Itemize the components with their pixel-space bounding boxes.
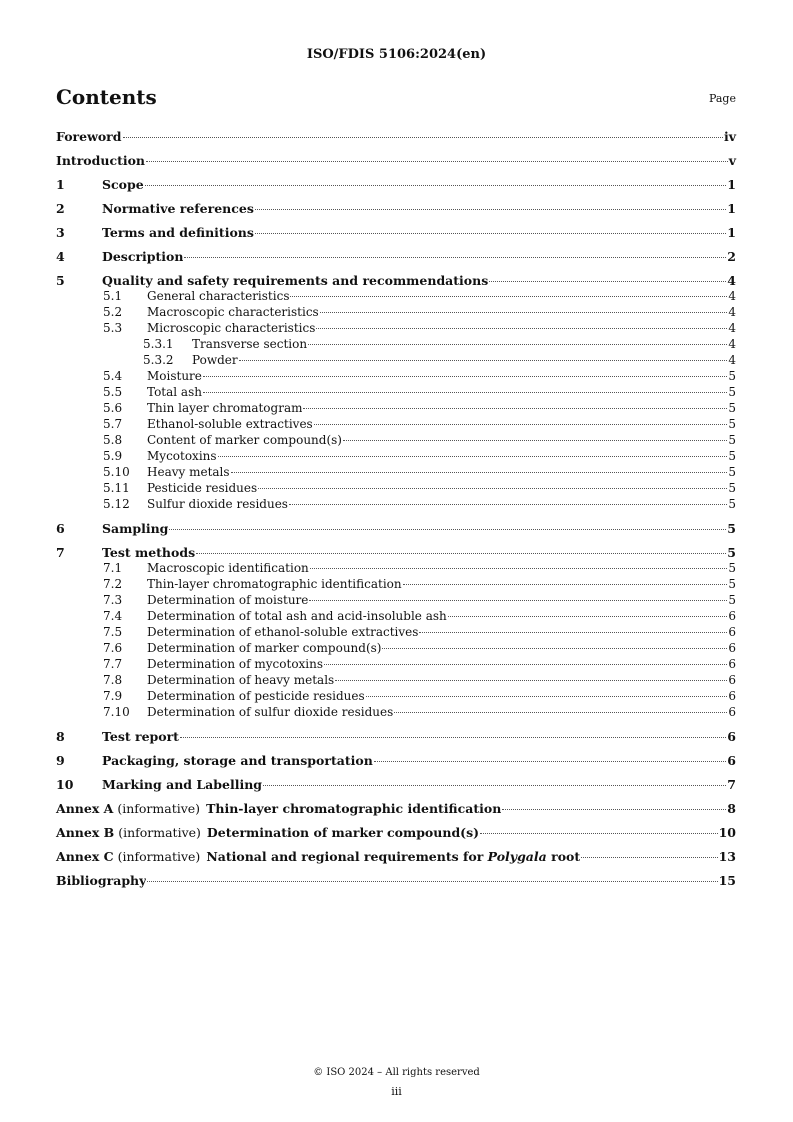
annex-kind: (informative) (117, 801, 201, 816)
toc-entry[interactable] (56, 673, 736, 689)
dot-leader (145, 185, 727, 186)
dot-leader (146, 161, 728, 162)
toc-entry-title: Terms and definitions (102, 225, 254, 240)
toc-entry-title: Introduction (56, 153, 146, 168)
dot-leader (196, 553, 726, 554)
toc-entry-number: 1 (56, 177, 65, 192)
toc-entry-page: 6 (728, 705, 736, 719)
toc-entry-title: Sampling (102, 521, 169, 536)
dot-leader (419, 632, 727, 633)
toc-entry-page: 5 (728, 465, 736, 479)
toc-entry[interactable] (56, 337, 736, 353)
toc-entry[interactable] (56, 801, 736, 817)
toc-entry[interactable] (56, 465, 736, 481)
toc-entry[interactable] (56, 497, 736, 513)
dot-leader (403, 584, 728, 585)
toc-entry[interactable] (56, 625, 736, 641)
toc-entry-title: Moisture (147, 369, 202, 383)
toc-entry-page: 10 (718, 825, 736, 840)
toc-entry-page: 1 (727, 225, 736, 240)
toc-entry-number: 5.11 (103, 481, 130, 495)
dot-leader (343, 440, 727, 441)
toc-entry-number: 5.1 (103, 289, 123, 303)
toc-entry-title: Sulfur dioxide residues (147, 497, 288, 511)
toc-entry[interactable] (56, 689, 736, 705)
toc-entry-title: National and regional requirements for Polygala root (206, 849, 581, 864)
dot-leader (263, 785, 726, 786)
toc-entry-number: 10 (56, 777, 74, 792)
dot-leader (324, 664, 727, 665)
toc-entry[interactable] (56, 177, 736, 193)
document-id: ISO/FDIS 5106:2024(en) (306, 47, 487, 62)
toc-entry-page: 5 (728, 449, 736, 463)
toc-entry-page: 4 (728, 305, 736, 319)
toc-entry-page: 5 (727, 545, 736, 560)
toc-entry-number: 7 (56, 545, 65, 560)
toc-entry[interactable] (56, 777, 736, 793)
toc-entry[interactable] (56, 417, 736, 433)
toc-entry[interactable] (56, 849, 736, 865)
copyright-notice: © ISO 2024 – All rights reserved (313, 1067, 480, 1078)
toc-entry-page: 15 (718, 873, 736, 888)
annex-label: Annex C (56, 849, 114, 864)
toc-entry-number: 6 (56, 521, 65, 536)
toc-entry[interactable] (56, 545, 736, 561)
toc-entry[interactable] (56, 641, 736, 657)
toc-entry-title: Determination of heavy metals (147, 673, 335, 687)
toc-entry[interactable] (56, 401, 736, 417)
toc-entry-title: Packaging, storage and transportation (102, 753, 373, 768)
dot-leader (335, 680, 727, 681)
toc-entry[interactable] (56, 273, 736, 289)
toc-entry[interactable] (56, 753, 736, 769)
toc-entry-title: Thin-layer chromatographic identification (147, 577, 402, 591)
toc-entry-number: 9 (56, 753, 65, 768)
toc-entry-page: 4 (728, 289, 736, 303)
dot-leader (489, 281, 726, 282)
toc-entry-page: iv (723, 129, 736, 144)
toc-entry[interactable] (56, 873, 736, 889)
dot-leader (366, 696, 728, 697)
toc-entry-page: 4 (728, 353, 736, 367)
toc-entry-page: 5 (727, 521, 736, 536)
toc-entry-number: 5.10 (103, 465, 130, 479)
dot-leader (314, 424, 728, 425)
dot-leader (239, 360, 728, 361)
toc-entry-title: Quality and safety requirements and recommendations (102, 273, 489, 288)
toc-entry-title: Determination of ethanol-soluble extractives (147, 625, 419, 639)
toc-entry-title: Marking and Labelling (102, 777, 263, 792)
toc-entry-page: 6 (727, 729, 736, 744)
toc-entry-page: 5 (728, 561, 736, 575)
dot-leader (581, 857, 717, 858)
toc-entry-title: Determination of moisture (147, 593, 309, 607)
toc-entry[interactable] (56, 577, 736, 593)
toc-entry-number: 3 (56, 225, 65, 240)
toc-entry-number: 7.4 (103, 609, 123, 623)
toc-entry-page: 5 (728, 433, 736, 447)
annex-kind: (informative) (118, 825, 201, 840)
toc-entry-title: Pesticide residues (147, 481, 258, 495)
page-number: iii (391, 1085, 402, 1098)
toc-entry-number: 7.6 (103, 641, 123, 655)
toc-entry-title: Determination of marker compound(s) (147, 641, 382, 655)
toc-entry-title: Heavy metals (147, 465, 230, 479)
dot-leader (310, 568, 728, 569)
toc-entry-number: 7.8 (103, 673, 123, 687)
dot-leader (448, 616, 728, 617)
toc-entry-title: General characteristics (147, 289, 290, 303)
toc-entry-number: 7.5 (103, 625, 123, 639)
toc-entry-number: 5.6 (103, 401, 123, 415)
toc-entry-title: Content of marker compound(s) (147, 433, 342, 447)
dot-leader (123, 137, 723, 138)
toc-entry[interactable] (56, 385, 736, 401)
toc-entry[interactable] (56, 729, 736, 745)
dot-leader (320, 312, 728, 313)
toc-entry-number: 5.7 (103, 417, 123, 431)
dot-leader (303, 408, 727, 409)
toc-entry-page: 6 (728, 641, 736, 655)
toc-entry-page: 6 (728, 689, 736, 703)
toc-entry[interactable] (56, 289, 736, 305)
toc-entry-number: 5.4 (103, 369, 123, 383)
dot-leader (203, 376, 727, 377)
dot-leader (184, 257, 726, 258)
dot-leader (290, 296, 727, 297)
dot-leader (147, 881, 717, 882)
toc-entry-title: Ethanol-soluble extractives (147, 417, 313, 431)
toc-entry[interactable] (56, 609, 736, 625)
dot-leader (258, 488, 727, 489)
toc-entry-title: Transverse section (192, 337, 308, 351)
toc-entry-number: 5.3 (103, 321, 123, 335)
toc-entry-page: 5 (728, 481, 736, 495)
toc-entry[interactable] (56, 593, 736, 609)
dot-leader (180, 737, 726, 738)
toc-entry-number: 5 (56, 273, 65, 288)
toc-entry[interactable] (56, 433, 736, 449)
toc-entry[interactable] (56, 657, 736, 673)
toc-entry-page: 13 (718, 849, 736, 864)
toc-entry[interactable] (56, 201, 736, 217)
toc-entry-page: 7 (727, 777, 736, 792)
toc-entry-title: Determination of pesticide residues (147, 689, 365, 703)
dot-leader (218, 456, 728, 457)
toc-entry-title: Thin-layer chromatographic identification (206, 801, 502, 816)
toc-entry-page: 5 (728, 593, 736, 607)
toc-entry-title: Powder (192, 353, 238, 367)
toc-entry-page: v (728, 153, 736, 168)
toc-entry-page: 1 (727, 177, 736, 192)
toc-entry-title: Macroscopic characteristics (147, 305, 319, 319)
toc-entry-title: Determination of marker compound(s) (206, 825, 480, 840)
toc-entry[interactable] (56, 705, 736, 721)
toc-entry-page: 4 (727, 273, 736, 288)
toc-entry-page: 6 (728, 609, 736, 623)
toc-entry-title: Mycotoxins (147, 449, 217, 463)
toc-entry[interactable] (56, 481, 736, 497)
table-of-contents (56, 129, 736, 889)
toc-entry-page: 6 (728, 673, 736, 687)
toc-entry-number: 8 (56, 729, 65, 744)
toc-entry[interactable] (56, 249, 736, 265)
toc-entry-number: 7.7 (103, 657, 123, 671)
dot-leader (480, 833, 718, 834)
dot-leader (374, 761, 727, 762)
dot-leader (169, 529, 726, 530)
toc-entry-title: Description (102, 249, 184, 264)
dot-leader (255, 233, 726, 234)
toc-entry-title: Scope (102, 177, 144, 192)
toc-entry-title: Normative references (102, 201, 254, 216)
toc-entry-title: Microscopic characteristics (147, 321, 316, 335)
annex-label: Annex B (56, 825, 115, 840)
toc-entry-page: 6 (727, 753, 736, 768)
dot-leader (289, 504, 727, 505)
page-column-label: Page (708, 92, 736, 105)
toc-entry-number: 7.3 (103, 593, 123, 607)
contents-heading: Contents (56, 85, 157, 109)
toc-entry-page: 6 (728, 625, 736, 639)
toc-entry-page: 5 (728, 577, 736, 591)
toc-entry[interactable] (56, 449, 736, 465)
toc-entry-title: Determination of total ash and acid-insoluble ash (147, 609, 447, 623)
dot-leader (231, 472, 728, 473)
dot-leader (309, 600, 727, 601)
toc-entry-page: 2 (727, 249, 736, 264)
dot-leader (203, 392, 727, 393)
toc-entry[interactable] (56, 521, 736, 537)
toc-entry[interactable] (56, 353, 736, 369)
toc-entry[interactable] (56, 225, 736, 241)
toc-entry[interactable] (56, 321, 736, 337)
toc-entry-number: 2 (56, 201, 65, 216)
toc-entry-page: 8 (727, 801, 736, 816)
toc-entry-page: 5 (728, 385, 736, 399)
dot-leader (255, 209, 726, 210)
toc-entry-number: 5.3.2 (143, 353, 174, 367)
toc-entry-page: 6 (728, 657, 736, 671)
toc-entry-number: 5.12 (103, 497, 130, 511)
toc-entry[interactable] (56, 369, 736, 385)
toc-entry-page: 4 (728, 321, 736, 335)
toc-entry-number: 7.1 (103, 561, 123, 575)
toc-entry-number: 5.9 (103, 449, 123, 463)
toc-entry-page: 5 (728, 369, 736, 383)
toc-entry-page: 5 (728, 417, 736, 431)
toc-entry-title: Test report (102, 729, 179, 744)
toc-entry-page: 5 (728, 497, 736, 511)
toc-entry-page: 1 (727, 201, 736, 216)
toc-entry[interactable] (56, 825, 736, 841)
toc-entry-page: 5 (728, 401, 736, 415)
toc-entry-title: Foreword (56, 129, 122, 144)
dot-leader (382, 648, 727, 649)
dot-leader (308, 344, 727, 345)
dot-leader (502, 809, 726, 810)
toc-entry-title: Determination of mycotoxins (147, 657, 324, 671)
toc-entry-number: 7.10 (103, 705, 130, 719)
toc-entry-number: 4 (56, 249, 65, 264)
toc-entry[interactable] (56, 153, 736, 169)
toc-entry-page: 4 (728, 337, 736, 351)
toc-entry-number: 7.9 (103, 689, 123, 703)
toc-entry-title: Thin layer chromatogram (147, 401, 303, 415)
dot-leader (316, 328, 727, 329)
toc-entry-title: Total ash (147, 385, 202, 399)
toc-entry-number: 5.2 (103, 305, 123, 319)
toc-entry-title: Bibliography (56, 873, 147, 888)
dot-leader (394, 712, 727, 713)
annex-label: Annex A (56, 801, 114, 816)
toc-entry-number: 5.5 (103, 385, 123, 399)
toc-entry-title: Test methods (102, 545, 196, 560)
toc-entry-number: 5.3.1 (143, 337, 174, 351)
toc-entry-number: 5.8 (103, 433, 123, 447)
annex-kind: (informative) (117, 849, 201, 864)
toc-entry-number: 7.2 (103, 577, 123, 591)
toc-entry[interactable] (56, 305, 736, 321)
toc-entry[interactable] (56, 129, 736, 145)
toc-entry-title: Macroscopic identification (147, 561, 309, 575)
toc-entry[interactable] (56, 561, 736, 577)
toc-entry-title: Determination of sulfur dioxide residues (147, 705, 394, 719)
